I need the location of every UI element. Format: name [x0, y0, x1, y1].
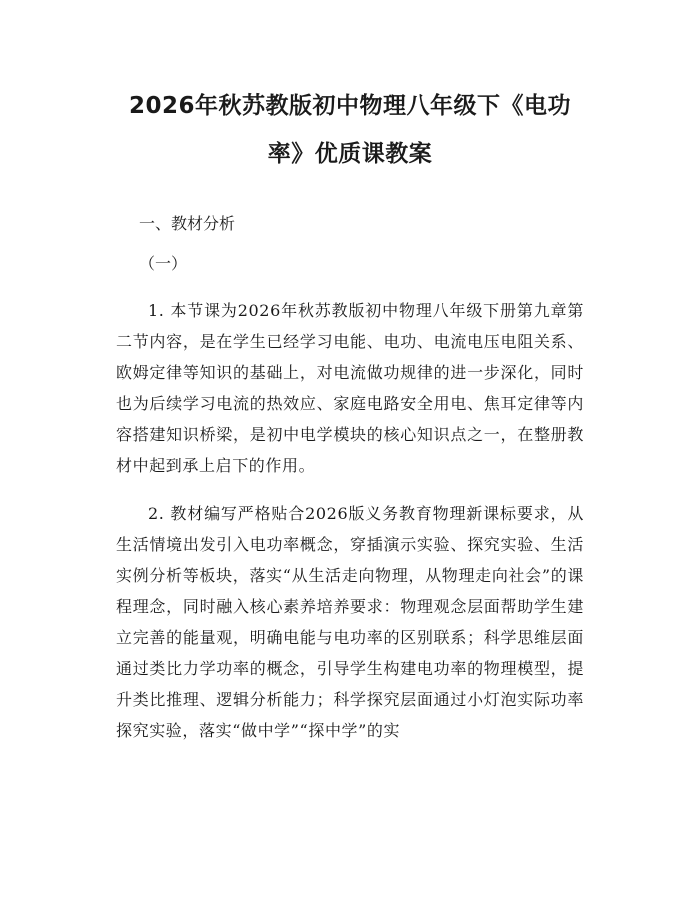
title-line-1: 2026年秋苏教版初中物理八年级下《电功 [128, 93, 571, 119]
title-line-2: 率》优质课教案 [267, 141, 433, 167]
section-heading: 一、教材分析 [139, 214, 236, 233]
subsection-heading: （一） [139, 254, 188, 273]
document-title [116, 82, 584, 178]
paragraph-2: 2. 教材编写严格贴合2026版义务教育物理新课标要求，从生活情境出发引入电功率概念，穿插演示实验、探究实验、生活实例分析等板块，落实“从生活走向物理，从物理走向社会”的课程理念，同时融入核心素养培养要求：物理观念层面帮助学生建立完善的能量观，明确电能与电功率的区别联系；科学思维层面通过类比力学功率的概念，引导学生构建电功率的物理模型，提升类比推理、逻辑分析能力；科学探究层面通过小灯泡实际功率探究实验，落实“做中学”“探中学”的实 [116, 504, 584, 740]
paragraph-1: 1. 本节课为2026年秋苏教版初中物理八年级下册第九章第二节内容，是在学生已经学习电能、电功、电流电压电阻关系、欧姆定律等知识的基础上，对电流做功规律的进一步深化，同时也为后续学习电流的热效应、家庭电路安全用电、焦耳定律等内容搭建知识桥梁，是初中电学模块的核心知识点之一，在整册教材中起到承上启下的作用。 [116, 301, 584, 475]
